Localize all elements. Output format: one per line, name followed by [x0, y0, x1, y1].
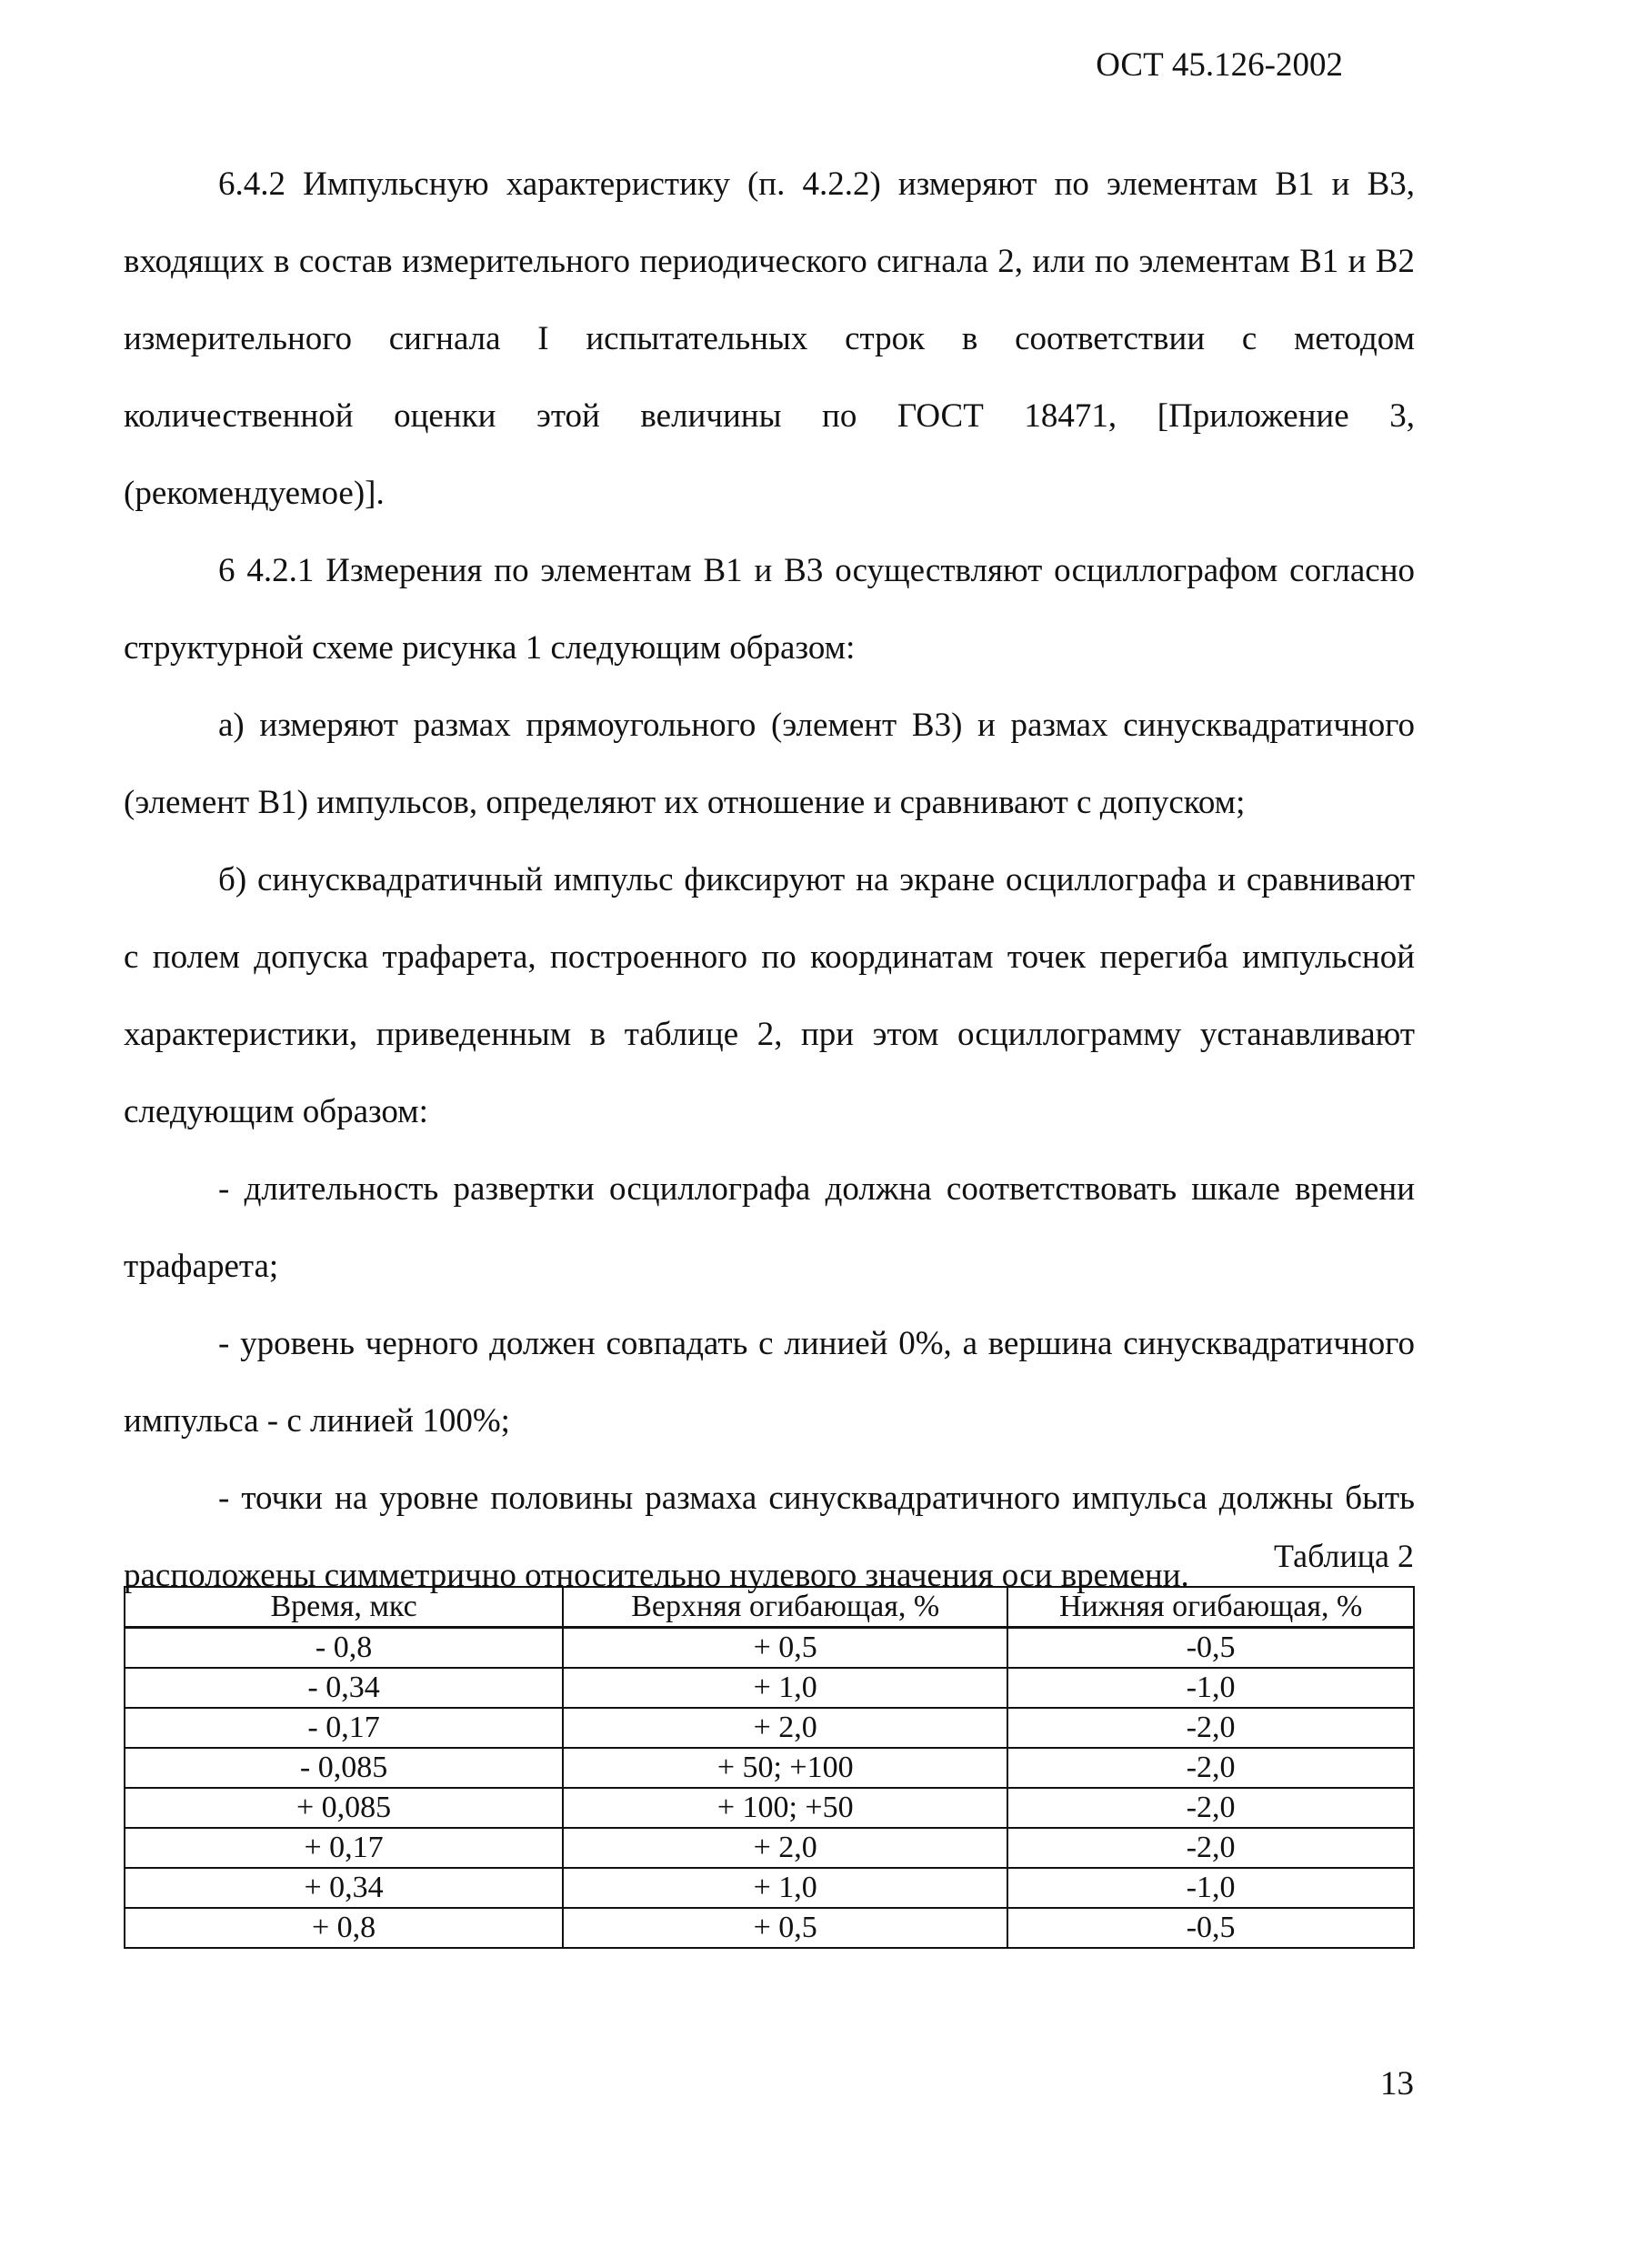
table-row [125, 1908, 1414, 1948]
cell-lower: -1,0 [1007, 1868, 1414, 1908]
cell-lower: -2,0 [1007, 1708, 1414, 1748]
cell-time: - 0,8 [125, 1628, 563, 1669]
table-row [125, 1868, 1414, 1908]
table-row [125, 1708, 1414, 1748]
cell-lower: -0,5 [1007, 1908, 1414, 1948]
bullet-half-amplitude: - точки на уровне половины размаха синусквадратичного импульса должны быть расположены симметрично относительно нулевого значения оси времени. [124, 1480, 1415, 1594]
cell-time: - 0,17 [125, 1708, 563, 1748]
cell-upper: + 1,0 [563, 1868, 1007, 1908]
list-item-a: а) измеряют размах прямоугольного (элемент В3) и размах синусквадратичного (элемент В1) импульсов, определяют их отношение и сравнивают с допуском; [124, 707, 1415, 821]
table-caption: Таблица 2 [1274, 1538, 1414, 1574]
cell-upper: + 0,5 [563, 1908, 1007, 1948]
cell-upper: + 0,5 [563, 1628, 1007, 1669]
cell-upper: + 1,0 [563, 1668, 1007, 1708]
table-row [125, 1628, 1414, 1669]
cell-lower: -1,0 [1007, 1668, 1414, 1708]
cell-lower: -2,0 [1007, 1748, 1414, 1788]
header-lower-envelope: Нижняя огибающая, % [1007, 1587, 1414, 1628]
cell-time: + 0,085 [125, 1788, 563, 1828]
bullet-sweep-duration: - длительность развертки осциллографа должна соответствовать шкале времени трафарета; [124, 1170, 1415, 1285]
paragraph-6-4-2-1: 6 4.2.1 Измерения по элементам В1 и В3 осуществляют осциллографом согласно структурной схеме рисунка 1 следующим образом: [124, 552, 1415, 667]
cell-lower: -0,5 [1007, 1628, 1414, 1669]
cell-time: + 0,34 [125, 1868, 563, 1908]
body-text [124, 146, 1415, 1614]
page-number: 13 [1380, 2065, 1414, 2102]
cell-lower: -2,0 [1007, 1788, 1414, 1828]
table-row [125, 1828, 1414, 1868]
table-row [125, 1748, 1414, 1788]
cell-time: + 0,8 [125, 1908, 563, 1948]
document-code: ОСТ 45.126-2002 [1096, 46, 1343, 84]
cell-upper: + 50; +100 [563, 1748, 1007, 1788]
list-item-b: б) синусквадратичный импульс фиксируют на экране осциллографа и сравнивают с полем допуска трафарета, построенного по координатам точек перегиба импульсной характеристики, приведенным в таблице 2, при этом осциллограмму устанавливают следующим образом: [124, 861, 1415, 1130]
table-row [125, 1668, 1414, 1708]
cell-time: - 0,085 [125, 1748, 563, 1788]
cell-upper: + 2,0 [563, 1828, 1007, 1868]
bullet-black-level: - уровень черного должен совпадать с линией 0%, а вершина синусквадратичного импульса - с линией 100%; [124, 1325, 1415, 1440]
cell-time: - 0,34 [125, 1668, 563, 1708]
header-upper-envelope: Верхняя огибающая, % [563, 1587, 1007, 1628]
cell-upper: + 100; +50 [563, 1788, 1007, 1828]
header-time: Время, мкс [125, 1587, 563, 1628]
table-row [125, 1788, 1414, 1828]
impulse-response-table [124, 1586, 1415, 1949]
cell-time: + 0,17 [125, 1828, 563, 1868]
table-header-row [125, 1587, 1414, 1628]
cell-lower: -2,0 [1007, 1828, 1414, 1868]
paragraph-6-4-2: 6.4.2 Импульсную характеристику (п. 4.2.2) измеряют по элементам В1 и В3, входящих в состав измерительного периодического сигнала 2, или по элементам В1 и В2 измерительного сигнала I испытательных строк в соответствии с методом количественной оценки этой величины по ГОСТ 18471, [Приложение 3, (рекомендуемое)]. [124, 166, 1415, 512]
cell-upper: + 2,0 [563, 1708, 1007, 1748]
